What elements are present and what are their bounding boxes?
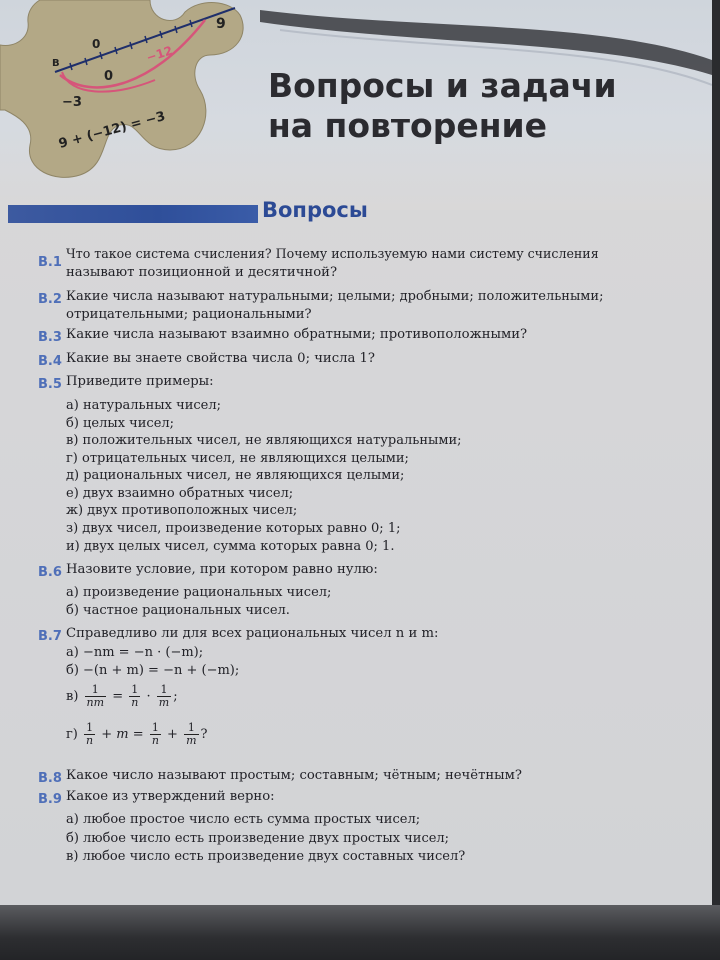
plus-m-term: + m — [101, 727, 129, 742]
question-number: В.2 — [38, 292, 62, 307]
question-text: Справедливо ли для всех рациональных чисел n и m: — [66, 626, 439, 641]
fraction-numerator: 1 — [150, 722, 161, 735]
question-text: Назовите условие, при котором равно нулю: — [66, 562, 378, 577]
puzzle-label-minus12: −12 — [144, 43, 175, 65]
question-text: Какие вы знаете свойства числа 0; числа 1? — [66, 351, 375, 366]
list-item: б) любое число есть произведение двух простых чисел; — [66, 831, 450, 846]
list-item: а) любое простое число есть сумма простых чисел; — [66, 812, 421, 827]
fraction-item-c — [66, 684, 178, 709]
fraction-denominator: n — [131, 696, 139, 709]
equals-sign: = — [132, 727, 144, 742]
list-item-label: г) — [66, 727, 78, 742]
puzzle-label-nine: 9 — [216, 16, 226, 32]
list-item: з) двух чисел, произведение которых равно 0; 1; — [66, 521, 401, 536]
question-number: В.9 — [38, 792, 62, 807]
fraction-item-d — [66, 722, 208, 747]
fraction — [85, 684, 107, 709]
end-punctuation: ; — [173, 689, 178, 704]
list-item: в) любое число есть произведение двух составных чисел? — [66, 849, 466, 864]
question-number: В.5 — [38, 377, 62, 392]
fraction-numerator: 1 — [184, 722, 198, 735]
page-title — [268, 66, 617, 146]
fraction-denominator: n — [86, 734, 94, 747]
question-number: В.1 — [38, 255, 62, 270]
equals-sign: = — [112, 689, 124, 704]
page-title-line1: Вопросы и задачи — [268, 66, 617, 105]
list-item: в) положительных чисел, не являющихся натуральными; — [66, 433, 462, 448]
fraction-numerator: 1 — [85, 684, 107, 697]
fraction — [157, 684, 171, 709]
list-item: и) двух целых чисел, сумма которых равна 0; 1. — [66, 539, 395, 554]
fraction-denominator: m — [158, 696, 170, 709]
question-text: отрицательными; рациональными? — [66, 307, 312, 322]
question-text: Приведите примеры: — [66, 374, 214, 389]
question-text: Что такое система счисления? Почему используемую нами систему счисления — [66, 246, 599, 261]
question-number: В.7 — [38, 629, 62, 644]
fraction-denominator: m — [186, 734, 197, 747]
fraction — [184, 722, 198, 747]
question-text: Какие числа называют натуральными; целыми; дробными; положительными; — [66, 289, 604, 304]
list-item: а) натуральных чисел; — [66, 398, 221, 413]
end-punctuation: ? — [200, 727, 208, 742]
fraction — [129, 684, 140, 709]
list-item: д) рациональных чисел, не являющихся целыми; — [66, 468, 405, 483]
puzzle-label-minus3: −3 — [62, 95, 82, 110]
list-item: а) произведение рациональных чисел; — [66, 585, 332, 600]
puzzle-label-top-zero: 0 — [92, 37, 101, 51]
question-text: называют позиционной и десятичной? — [66, 265, 338, 280]
question-number: В.3 — [38, 330, 62, 345]
list-item: г) отрицательных чисел, не являющихся целыми; — [66, 451, 409, 466]
question-number: В.6 — [38, 565, 62, 580]
list-item: а) −nm = −n · (−m); — [66, 645, 204, 660]
fraction-numerator: 1 — [84, 722, 95, 735]
puzzle-equation: 9 + (−12) = −3 — [57, 108, 168, 152]
section-heading: Вопросы — [262, 198, 368, 222]
question-number: В.4 — [38, 354, 62, 369]
question-text: Какое из утверждений верно: — [66, 789, 275, 804]
section-heading-bar — [8, 205, 258, 223]
question-text: Какое число называют простым; составным; чётным; нечётным? — [66, 768, 522, 783]
list-item: б) −(n + m) = −n + (−m); — [66, 663, 240, 678]
list-item: б) целых чисел; — [66, 416, 175, 431]
dot-operator: · — [146, 689, 151, 704]
list-item: б) частное рациональных чисел. — [66, 603, 290, 618]
fraction-denominator: n — [151, 734, 159, 747]
plus-operator: + — [167, 727, 178, 742]
puzzle-piece-illustration — [0, 0, 250, 190]
puzzle-label-b: B — [52, 58, 60, 69]
fraction-denominator: nm — [86, 696, 105, 709]
fraction-numerator: 1 — [157, 684, 171, 697]
puzzle-label-zero: 0 — [104, 69, 114, 84]
fraction-numerator: 1 — [129, 684, 140, 697]
list-item: ж) двух противоположных чисел; — [66, 503, 298, 518]
page-title-line2: на повторение — [268, 106, 548, 145]
fraction — [84, 722, 95, 747]
question-number: В.8 — [38, 771, 62, 786]
list-item-label: в) — [66, 689, 79, 704]
page-bottom-shadow — [0, 905, 720, 960]
fraction — [150, 722, 161, 747]
question-text: Какие числа называют взаимно обратными; противоположными? — [66, 327, 528, 342]
list-item: е) двух взаимно обратных чисел; — [66, 486, 294, 501]
